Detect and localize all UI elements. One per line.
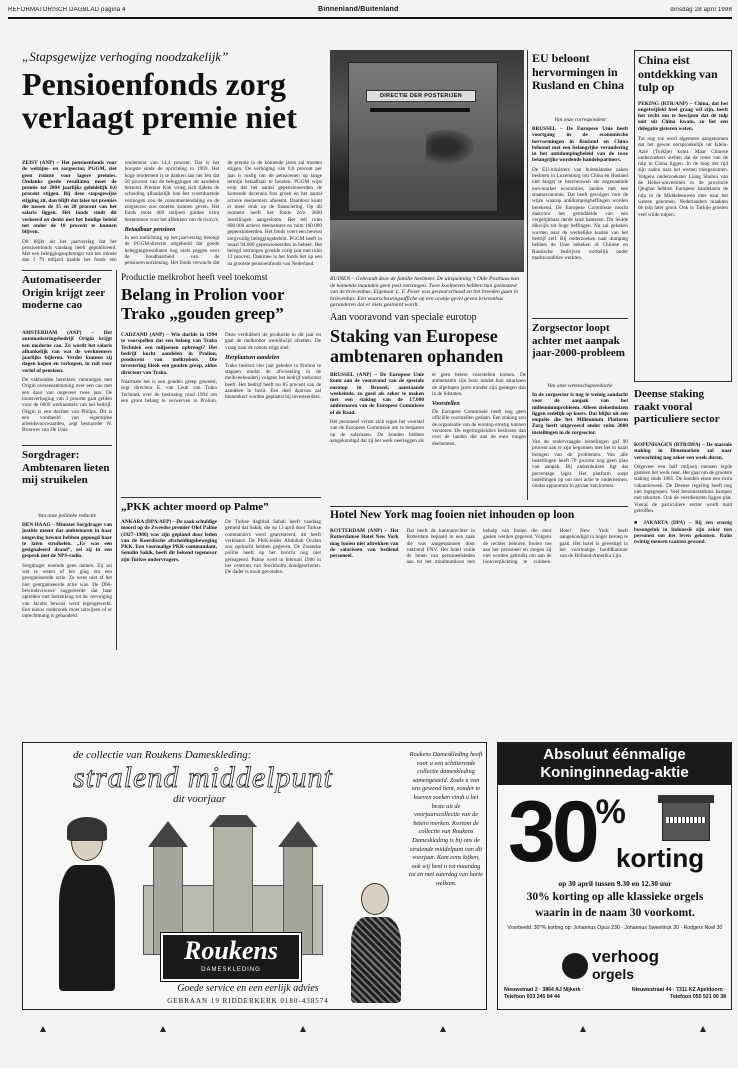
castle-roof <box>278 821 318 847</box>
divider <box>121 497 321 498</box>
roukens-brand-sub: DAMESKLEDING <box>201 967 261 973</box>
staking-subhead: Voorstellen <box>432 401 460 408</box>
main-body-1: Dit blijkt uit het jaarverslag dat het pensioenfonds vandaag heeft gepubliceerd. Met een beleggingsopbrengst van ten minste dan f 79 miljard haalde het fonds een rendement van 14,4 procent. Dat is het hoogste sinds de oprichting in 1969. Het hoge rendement is te danken aan het feit dat 56 procent van de beleggingen uit aandelen bestond. Premier Kok vroeg zich tijdens de scheiding afhankelijk hoe het voortdurende vermogen zou de consumentendaling en de zorgsector zou moeten kunnen geven. Het fonds moet 400 miljoen gulden extra bestemmen voor het afdekken van de risico's. <box>22 160 220 264</box>
main-kicker: „Stapsgewijze verhoging noodzakelijk” <box>22 50 229 64</box>
organ-keys <box>666 817 706 823</box>
china-box <box>634 50 732 382</box>
verhoog-percent-sign: % <box>595 793 626 831</box>
zorgsector-lead: In de zorgsector is nog te weinig aandacht voor de aanpak van het millenniumprobleem. Alleen ziekenhuizen liggen redelijk op koers. Dat blijkt uit een enquête die het Millennium Platform Zorg heeft uitgevoerd onder ruim 2000 instellingen in de zorgsector. <box>532 392 628 436</box>
verhoog-korting: korting <box>616 843 705 873</box>
sorgdrager-lead: DEN HAAG – Minister Sorgdrager van justitie meent dat ambtenaren in haar omgeving bewust hebben gepoogd haar te laten struikelen. „Er was een gesignaleerd draad”, zei zij in een gesprek met de NPS-radio. <box>22 522 112 560</box>
verhoog-percent-number: 30 <box>508 787 596 877</box>
roukens-tagline: Goede service en een eerlijk advies <box>177 983 319 994</box>
model-head <box>361 883 389 915</box>
sorgdrager-article-body <box>22 510 112 650</box>
pkk-lead: ANKARA (DPA/AFP) – De zaak schuldige moord op de Zweedse premier Olof Palme (1927–1986) was zijn gepland door leden van de Koerdische afscheidingsbeweging PKK. Een voormalige PKK-commandant, Semdin Sakik, heeft dit bekend tegenover zijn Turkse ondervragers. <box>121 519 217 563</box>
verhoog-models: Voorbeeld: 30°% korting op: Johannus Opus 230 · Johannus Sweelinck 30 · Rodgers Noel 30 <box>507 925 723 931</box>
register-mark <box>700 1026 706 1032</box>
divider <box>527 50 528 500</box>
deense-brief: ■ JAKARTA (DPA) – Bij een ernstig busongeluk in Indonesië zijn zeker tien personen om het leven gekomen. Ruim twintig mensen raakten gewond. <box>634 520 732 546</box>
origin-lead: AMSTERDAM (ANP) – Het automatiseringsbedrijf Origin krijgt een moderne cao. Zo wordt het salaris afhankelijk van wat de werknemers jaarlijks bijleren. Verder kunnen zij dagen kopen en verkopen, in ruil voor verlof of pensioen. <box>22 330 112 374</box>
verhoog-banner <box>498 743 731 785</box>
roukens-ad <box>22 742 487 1010</box>
zorgsector-headline: Zorgsector loopt achter met aanpak jaar-2000-probleem <box>532 322 625 359</box>
origin-headline: Automatiseerder Origin krijgt zeer moderne cao <box>22 274 105 311</box>
header-rule <box>8 17 732 19</box>
divider <box>116 270 117 650</box>
verhoog-ad <box>497 742 732 1010</box>
verhoog-logo-mark <box>562 953 588 979</box>
verhoog-offer: 30% korting op alle klassieke orgels <box>526 891 704 903</box>
castle-roof <box>209 815 257 827</box>
deense-lead: KOPENHAGEN (RTR/DPA) – De massale staking in Denemarken zal naar verwachting nog zeker een week duren. <box>634 442 732 461</box>
model-dress <box>351 917 401 1003</box>
china-lead: PEKING (RTR/ANP) – China, dat het ongetwijfeld heel graag wil zijn, heeft het recht om te bewijzen dat de tulp ooit uit China kwam, zo liet een delegatie gisteren weten. <box>638 100 728 132</box>
page-header-date: dinsdag 28 april 1998 <box>670 7 732 13</box>
sorgdrager-byline: Van onze politieke redactie <box>37 513 97 519</box>
eu-article-body <box>532 114 628 314</box>
prolion-body: Naarmate het is een gouden greep geweest, zegt directeur E. van Leuk van Trako Techniek over de beslissing rond 1994 om een groot belang te verwerven in Prolion. Deze verdubbelt de productie in dit jaar en gaat de melkrobot wereldwijd afzetten. De vraag naar de robots stijgt snel. <box>121 332 321 404</box>
register-mark <box>300 1026 306 1032</box>
eu-lead: BRUSSEL – De Europese Unie heeft voortgang in de economische hervormingen in Rusland en China beloond met een belangrijke verandering in het antidumpingbeleid van de twee belangrijke wordende handelspartners. <box>532 126 628 164</box>
divider <box>22 445 112 446</box>
staking-article-body <box>330 372 526 500</box>
verhoog-title: Koninginnedag-aktie <box>540 764 689 781</box>
roukens-address: GEBRAAN 19 RIDDERKERK 0180-438574 <box>167 997 329 1005</box>
verhoog-brand-2: orgels <box>592 966 635 982</box>
prolion-headline: Belang in Prolion voor Trako „gouden greep” <box>121 285 285 323</box>
origin-article-body <box>22 330 112 440</box>
eu-byline: Van onze correspondent <box>554 117 606 123</box>
model-photo-left <box>51 813 121 993</box>
verhoog-time: op 30 april tussen 9.30 en 12.30 uur <box>558 879 672 888</box>
verhoog-percent <box>508 787 628 877</box>
sorgdrager-body: Sorgdrager noemde geen namen. Zij zei wel te weten of het ging om een georganiseerde actie. Ze wees niet af het niet georganiseerde actie was. De D66-bewindsvrouwe suggereerde dat haar optreden met betrekking tot de vervolging van Jacobs bewust werd tegengewerkt. Een nieuw onderzoek moet uitwijzen of er onrechtmatig is gehandeld. <box>22 562 112 620</box>
photo-bird <box>426 130 474 164</box>
castle-roof <box>148 821 188 847</box>
organ-top <box>658 795 714 803</box>
photo-slot <box>370 108 470 112</box>
origin-body: De vakbonden bereikten vanmorgen met Origin overeenstemming over een cao met een duur van ongeveer twee jaar. De loonsverhoging van 3 procent gaat gelden voor de 6000 werknemers van het bedrijf. Origin is een dochter van Philips. Dit is een voorbeeld van eigentijdse arbeidsvoorwaarden, zegt bestuurder W. Brouwer van De Unie. <box>22 377 112 434</box>
verhoog-offer-2: waarin in de naam 30 voorkomt. <box>535 907 695 919</box>
verhoog-logo <box>562 947 672 983</box>
china-body: Tot nog toe werd algemeen aangenomen dat het gewas oorspronkelijk uit Klein-Azië (Turkije) komt. Maar Chinese onderzoekers stellen dat de roots van de tulp in China liggen. In de loop der tijd zijn zaden naar het westen meegenomen. Volgens onderzoekster Liang Shuhui van de Hebei-universiteit in de provincie Qinghai hebben Europese handelaren de tulp in de Middeleeuwen mee naar het westen genomen. Nederlanders maakten de tulp later groot. Ook in Turkije groeien veel wilde tulpen. <box>638 135 728 218</box>
register-mark <box>40 1026 46 1032</box>
model-photo-right <box>343 883 409 1003</box>
staking-lead: BRUSSEL (ANP) – De Europese Unie komt aan de vooravond van de speciale eurotop in Brussel, aanstaande weekeinde, zo goed als zeker te maken met een staking van de 17.000 ambtenaren van de Europese Commissie of de Raad. <box>330 372 424 416</box>
register-mark <box>160 1026 166 1032</box>
deense-headline: Deense staking raakt vooral particuliere sector <box>634 388 720 425</box>
pkk-headline: „PKK achter moord op Palme” <box>121 502 269 513</box>
hotel-article-body <box>330 528 628 648</box>
pkk-body: De Turkse dagblad Sabah heeft vandaag gemeld dat Sakik, die op 13 april door Turkse commando's werd gearresteerd, dit heeft verklaard. De PKK-leider Abdullah Ocalan zou opdracht hebben gegeven. De Zweedse politie heeft op het bericht nog niet gereageerd. Palme werd in februari 1986 in het centrum van Stockholm doodgeschoten. De dader is nooit gevonden. <box>225 519 321 576</box>
sorgdrager-headline: Sorgdrager: Ambtenaren lieten mij struikelen <box>22 449 110 486</box>
eu-body: De EU-ministers van buitenlandse zaken besloten in Luxemburg om China en Rusland niet langer te beschouwen als zogenaamde non-market economies, landen met een staatseconomie. Dat heeft gevolgen voor de wijze waarop antidumpingheffingen worden berekend. De Europese Commissie mocht daarvoor het gemiddelde van een vergelijkbaar derde land hanteren. Dit leidde dikwijls tot hoge heffingen. Nu zal gekeken worden naar de werkelijke kosten van het bedrijf zelf. Bij onderzoeken naar dumping hebben de Unie bekeken of Chinese en Russische bedrijven werkelijk onder marktcondities werkten. <box>532 166 628 261</box>
deense-article-body <box>634 442 732 738</box>
verhoog-brand: verhoog <box>592 947 660 966</box>
hotel-headline: Hotel New York mag fooien niet inhouden op loon <box>330 510 575 521</box>
prolion-lead: CADZAND (ANP) – Wie durfde in 1994 te voorspellen dat een belang van Trako Techniek een miljoenen opbrengt? Het bedrijf kocht aandelen in Prolion, producent van melkrobots. Die investering bleek een gouden greep, aldus directeur van Trako. <box>121 332 217 376</box>
staking-headline: Staking van Europese ambtenaren ophanden <box>330 326 504 366</box>
register-mark <box>580 1026 586 1032</box>
prolion-article-body <box>121 332 321 492</box>
roukens-ad-top: de collectie van Roukens Dameskleding: <box>73 749 252 761</box>
china-headline: China eist ontdekking van tulp op <box>638 53 718 94</box>
roukens-side-text: Roukens Dameskleding heeft voor u een schitterende collectie dameskleding samengesteld. Zoals u van ons gewend bent, zonder te hoeven zoeken vindt u het beste uit de voorjaarscollectie van de betere merken. Kortom de collectie van Roukens Dameskleding is bij ons de stralende middelpunt van dit voorjaar. Kom eens kijken, ook wij bent u tot maandag tot en met zaterdag van harte welkom. <box>409 751 483 887</box>
main-headline: Pensioenfonds zorg verlaagt premie niet <box>22 68 297 135</box>
news-photo <box>330 50 524 272</box>
deense-body: Ongeveer een half miljoen mensen legde gisteren het werk neer. Het gaat om de grootste staking sinds 1985. De bonden eisen een extra vakantieweek. De Deense regering heeft nog niet ingegrepen. Veel benzinestations kampen met tekorten. Ook de veerdiensten liggen plat. Vooral de particuliere sector wordt hard getroffen. <box>634 463 732 514</box>
staking-body: Het personeel verzet zich tegen het voorstel van de Europese Commissie om te besparen op de salarissen. De bonden hebben aangekondigd dat zij het werk neerleggen als er geen betere voorstellen komen. De ambtenaren zijn boos omdat hun salarissen de afgelopen jaren minder zijn gestegen dan in de lidstaten. <box>330 372 526 444</box>
organ-illustration <box>658 795 714 843</box>
hotel-body: Dat heeft de kantonrechter in Rotterdam bepaald in een zaak die was aangespannen door vakbond FNV. Het hotel vulde de lonen van personeelsleden aan tot het minimumloon met behulp van fooien die door gasten werden gegeven. Volgens de rechter behoren fooien toe aan het personeel en mogen zij niet worden gebruikt om aan de loonverplichting te voldoen. Hotel New York heeft aangekondigd in hoger beroep te gaan. Het hotel is gevestigd in het voormalige hoofdkantoor van de Holland-Amerika Lijn. <box>406 528 628 566</box>
model-hair <box>67 817 107 841</box>
roukens-ad-script: stralend middelpunt <box>73 761 333 793</box>
roukens-logo <box>161 933 301 981</box>
page-header-section: Binnenland/Buitenland <box>318 6 399 13</box>
staking-body-2: De Europese Commissie heeft nog geen officiële voorstellen gedaan. Een staking zou de organisatie van de eurotop ernstig kunnen verstoren. De regeringsleiders beslissen dan over de landen die aan de euro mogen deelnemen. <box>432 409 526 447</box>
main-lead: ZEIST (ANP) – Het pensioenfonds voor de welzijns- en zorgsector, PGGM, ziet geen ruimte voor lagere premies. Ondanks goede resultaten moet de premie tot 2004 jaarlijks geleidelijk 0,6 procent stijgen. Bij deze stapsgewijze stijging zit, dan blijft dat later tot premies die tussen de 15 en 20 procent van het salaris liggen. Het fonds vindt dit verkeerd en denkt met het huidige beleid net onder de 10 procent te kunnen blijven. <box>22 160 117 236</box>
verhoog-address-right: Nieuwestraat 44 · 7311 KZ Apeldoorn · Telefoon 055 521 90 38 <box>631 987 726 1000</box>
main-body-2: In een toelichting op het jaarverslag betoogt de PGGM-directie uitgebreid dat goede beleggingsresultaten nog niets zeggen over de houdbaarheid van de pensioenvoorziening. Het fonds verwacht dat de premie in de komende jaren zal moeten stijgen. De verhoging van 0,6 procent per jaar is nodig om de pensioenen op lange termijn betaalbaar te houden. PGGM wijst erop dat het aantal gepensioneerden de komende decennia fors groeit en het aantal actieve deelnemers afneemt. Daardoor komt er meer druk op de financiering. Op dit moment heeft het fonds zo'n 3800 instellingen aangesloten. Het telt ruim 600.000 actieve deelnemers en ruim 160.000 gepensioneerden. Het fonds voert een bewust zorgvuldig beleggingsbeleid. PGGM heeft in totaal 94.000 gepensioneerden in beheer. Het belegd vermogen groeide vorig jaar met ruim 12 procent. Daarmee is het fonds het op een na grootste pensioenfonds van Nederland. <box>124 160 322 267</box>
page-header-left: REFORMATORISCH DAGBLAD pagina 4 <box>8 7 126 13</box>
photo-post-box <box>348 62 498 212</box>
staking-kicker: Aan vooravond van speciale eurotop <box>330 312 477 323</box>
roukens-ad-sub: dit voorjaar <box>173 793 226 805</box>
pkk-article-body <box>121 519 321 647</box>
main-subhead: Betaalbaar pensioen <box>124 226 176 233</box>
photo-caption: RUINEN – Gebrandt door de familie heelmeer. De uitspanning 't Olde Posthuus kan de komende maanden geen post ontvangen. Twee koolmezen hebben hun gezinsnest van de brievenbus. Eigenaar L. F. Poser was gewaarschuwd en liet breeden gaan in brievenbus. Een waarschuwingsaffiche op een oranje gevel geven brievenbus garanderen dat er niets gestoord wordt. <box>330 276 520 309</box>
photo-sign-text: DIRECTIE DER POSTERIJEN <box>379 93 463 99</box>
verhoog-address-left: Nieuwstraat 2 · 3864 AJ Nijkerk · Telefoon 033 245 84 44 <box>504 987 584 1000</box>
verhoog-top: Absoluut éénmalige <box>543 746 686 763</box>
photo-lower <box>330 220 524 272</box>
main-article-body <box>22 160 322 268</box>
photo-sign <box>366 90 476 102</box>
register-marks <box>20 1024 720 1036</box>
divider <box>22 270 112 271</box>
prolion-body-2: Trako besloot vier jaar geleden in Prolion te stappen omdat de afwisseling in de melkveehouderij volgens het bedrijf toekomst heeft. Het bedrijf heeft nu 85 procent van de aandelen in bezit. Een deel daarvan zal binnenkort worden geplaatst bij investeerders. <box>225 362 321 401</box>
register-mark <box>440 1026 446 1032</box>
roukens-brand: Roukens <box>184 936 278 965</box>
prolion-kicker: Productie melkrobot heeft veel toekomst <box>121 272 268 282</box>
prolion-subhead: Herplaatsen aandelen <box>225 354 280 361</box>
zorgsector-body: Van de ondervraagde instellingen gaf 90 procent aan te zijn begonnen met het in kaart brengen van de problemen. Van alle instellingen heeft 70 procent nog geen plan van aanpak. Bij ziekenhuizen ligt dat percentage lager. Het platform roept instellingen op om snel actie te ondernemen, omdat apparatuur in gevaar kan komen. <box>532 439 628 490</box>
eu-headline: EU beloont hervormingen in Rusland en China <box>532 52 625 92</box>
divider <box>330 506 628 507</box>
divider <box>532 318 628 319</box>
zorgsector-byline: Van onze wetenschapsredactie <box>547 383 613 389</box>
model-dress <box>59 865 115 991</box>
hotel-lead: ROTTERDAM (ANP) – Het Rotterdamse Hotel New York mag fooien niet aftrekken van de salarissen van bediend personeel. <box>330 528 399 560</box>
